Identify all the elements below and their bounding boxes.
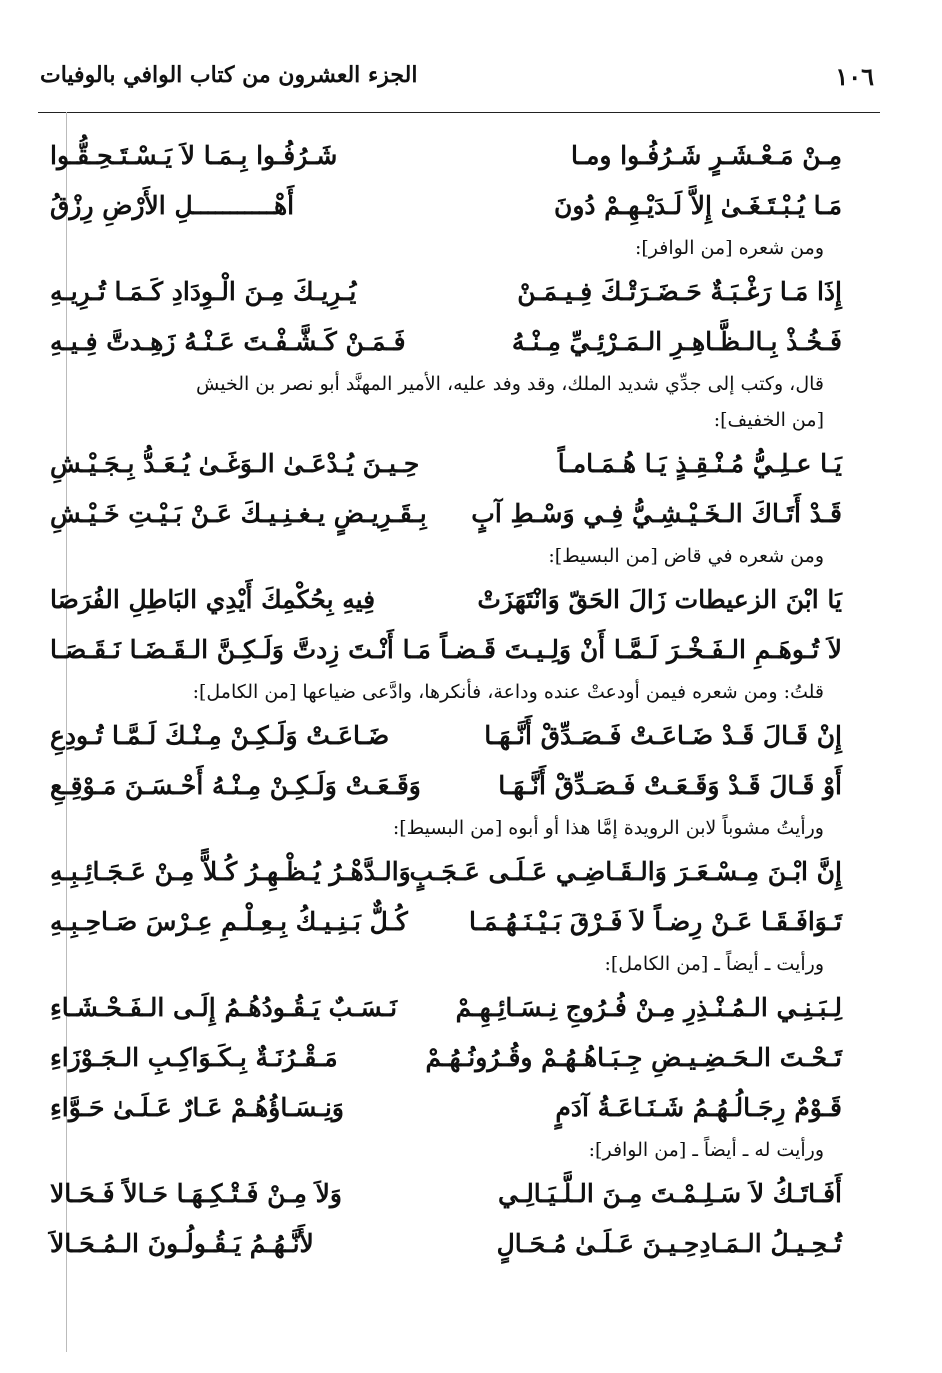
first-hemistich: يَـا عـلِـيُّ مُـنْـقِـذٍ يَـا هُـمَـامـاً xyxy=(557,448,842,478)
second-hemistich: لأَنَّـهُـمُ يَـقُـولُـونَ الـمُـحَـالاَ xyxy=(50,1228,314,1258)
first-hemistich: تَـحْـتَ الـحَـضِـيـضِ جِـبَـاهُـهُـمْ وقُـرُونُـهُـمْ xyxy=(425,1042,842,1072)
second-hemistich: نَـسَـبٌ يَـقُـودُهُـمُ إِلَـى الـفَـحْـشَـاءِ xyxy=(50,992,398,1022)
prose-line: قال، وكتب إلى جدِّي شديد الملك، وقد وفد عليه، الأمير المهنَّد أبو نصر بن الخيش xyxy=(196,373,824,395)
verse-line xyxy=(50,760,842,810)
second-hemistich: شَـرُفُـوا بِـمَـا لاَ يَـسْـتَـحِـقُّـوا xyxy=(50,140,338,170)
first-hemistich: مَـا يُـبْـتَـغَـىٰ إِلاَّ لَـدَيْـهِـمْ دُونَ xyxy=(554,190,842,220)
poem-intro: ومن شعره [من الوافر]: xyxy=(634,237,824,259)
poem-intro: ومن شعره في قاض [من البسيط]: xyxy=(548,545,824,567)
verse-line xyxy=(50,1218,842,1268)
second-hemistich: وَقَـعَـتْ وَلَـكِـنْ مِـنْـهُ أَحْـسَـنَ مَـوْقِـعِ xyxy=(50,770,421,800)
second-hemistich: وَنِـسَـاؤُهُـمْ عَـارٌ عَـلَـىٰ حَـوَّاءِ xyxy=(50,1092,344,1122)
verse-line xyxy=(50,266,842,316)
second-hemistich: حِـيـنَ يُـدْعَـىٰ الـوَغَـىٰ يُـعَـدُّ بِـجَـيْـشِ xyxy=(50,448,420,478)
poem-intro: ورأيتُ مشوباً لابن الرويدة إمَّا هذا أو أبوه [من البسيط]: xyxy=(392,817,824,839)
first-hemistich: إِنَّ ابْـنَ مِـسْـعَـرَ وَالـقَـاضِـي عَـلَـى عَـجَـبٍ xyxy=(409,856,842,886)
verse-line xyxy=(50,846,842,896)
verse-line xyxy=(50,180,842,230)
page-number: ١٠٦ xyxy=(835,62,874,91)
prose-paragraph xyxy=(50,366,842,438)
second-hemistich: أَهْـــــــــــلِ الأَرْضِ رِزْقُ xyxy=(50,190,295,220)
verse-line xyxy=(50,1032,842,1082)
first-hemistich: أَفَـاتَـكُ لاَ سَـلِـمْـتَ مِـنَ الـلَّـيَـالِـي xyxy=(498,1178,842,1208)
second-hemistich: مَـا أَنْـتَ زِدتَّ وَلَـكِـنَّ الـقَـضَـا نَـقَـصَـا xyxy=(50,634,431,664)
prose-line: [من الخفيف]: xyxy=(713,409,824,431)
first-hemistich: قَـوْمٌ رِجَـالُـهُـمُ شَـنَـاعَـةُ آدَمٍ xyxy=(555,1092,842,1122)
verse-line xyxy=(50,1168,842,1218)
first-hemistich: يَا ابْنَ الزعيطات زَالَ الحَقّ وَانْتَهَزَتْ xyxy=(477,584,842,614)
second-hemistich: ضَـاعَـتْ وَلَـكِـنْ مِـنْـكَ لَـمَّـا تُـودِعِ xyxy=(50,720,390,750)
header-rule xyxy=(38,112,880,113)
verse-line xyxy=(50,710,842,760)
first-hemistich: تَـوَافَـقَـا عَـنْ رِضـاً لاَ فَـرْقَ بَـيْـنَـهُـمَـا xyxy=(468,906,842,936)
poem-intro: ورأيت ـ أيضاً ـ [من الكامل]: xyxy=(604,953,824,975)
running-title: الجزء العشرون من كتاب الوافي بالوفيات xyxy=(40,62,418,88)
page-body xyxy=(50,130,842,1268)
first-hemistich: لِـبَـنِـي الـمُـنْـذِرِ مِـنْ فُـرُوجِ نِـسَـائِـهِـمْ xyxy=(455,992,842,1022)
first-hemistich: قَـدْ أَتَـاكَ الـخَـيْـشِـيُّ فِـي وَسْـطِ آبٍ xyxy=(471,498,842,528)
second-hemistich: فَـمَـنْ كَـشَّـفْـتَ عَـنْـهُ زَهِـدتَّ فِـيـهِ xyxy=(50,326,406,356)
page-header xyxy=(40,62,874,102)
first-hemistich: أَوْ قَـالَ قَـدْ وَقَـعَـتْ فَـصَـدِّقْ أَنَّـهَـا xyxy=(498,770,842,800)
verse-line xyxy=(50,1082,842,1132)
second-hemistich: بِـقَـرِيـضٍ يـغـنِـيـكَ عَـنْ بَـيْـتِ خَـيْـشِ xyxy=(50,498,427,528)
second-hemistich: وَلاَ مِـنْ فَـتْـكِـهَـا حَـالاً فَـحَـالا xyxy=(50,1178,342,1208)
verse-line xyxy=(50,982,842,1032)
verse-line xyxy=(50,130,842,180)
verse-line xyxy=(50,316,842,366)
first-hemistich: فَـخُـذْ بِـالـظَّـاهِـرِ الـمَـرْئِـيِّ مِـنْـهُ xyxy=(511,326,842,356)
first-hemistich: تُـحِـيـلُ الـمَـادِحِـيـنَ عَـلَـىٰ مُـحَـالٍ xyxy=(496,1228,842,1258)
first-hemistich: إِنْ قَـالَ قَـدْ ضَـاعَـتْ فَـصَـدِّقْ أَنَّـهَـا xyxy=(484,720,842,750)
first-hemistich: مِـنْ مَـعْـشَـرٍ شَـرُفُـوا ومـا xyxy=(571,140,842,170)
poem-intro: قلتُ: ومن شعره فيمن أودعتْ عنده وداعة، فأنكرها، وادَّعى ضياعها [من الكامل]: xyxy=(192,681,824,703)
second-hemistich: مَـقْـرُنَـةٌ بِـكَـوَاكِـبِ الـجَـوْزَاءِ xyxy=(50,1042,338,1072)
verse-line xyxy=(50,624,842,674)
first-hemistich: لاَ تُـوهَـمِ الـفَـخْـرَ لَـمَّـا أَنْ وَلِـيـتَ قَـضـاً xyxy=(440,634,842,664)
poem-intro: ورأيت له ـ أيضاً ـ [من الوافر]: xyxy=(588,1139,824,1161)
verse-line xyxy=(50,488,842,538)
second-hemistich: كُـلٌّ بَـنِـيـكُ بِـعِـلْـمِ عِـرْسَ صَـاحِـبِـهِ xyxy=(50,906,408,936)
second-hemistich: وَالـدَّهْـرُ يُـظْـهِـرُ كُـلاًّ مِـنْ عَـجَـائِـبِـهِ xyxy=(50,856,411,886)
verse-line xyxy=(50,438,842,488)
second-hemistich: يُـرِيـكَ مِـنَ الْـوِدَادِ كَـمَـا تُـرِيـهِ xyxy=(50,276,357,306)
second-hemistich: فِيهِ بِحُكْمِكَ أَيْدِي البَاطِلِ الفُرَصَا xyxy=(50,584,376,614)
verse-line xyxy=(50,896,842,946)
verse-line xyxy=(50,574,842,624)
first-hemistich: إِذَا مَـا رَغْـبَـةٌ حَـضَـرَتْـكَ فِـيـمَـنْ xyxy=(517,276,842,306)
